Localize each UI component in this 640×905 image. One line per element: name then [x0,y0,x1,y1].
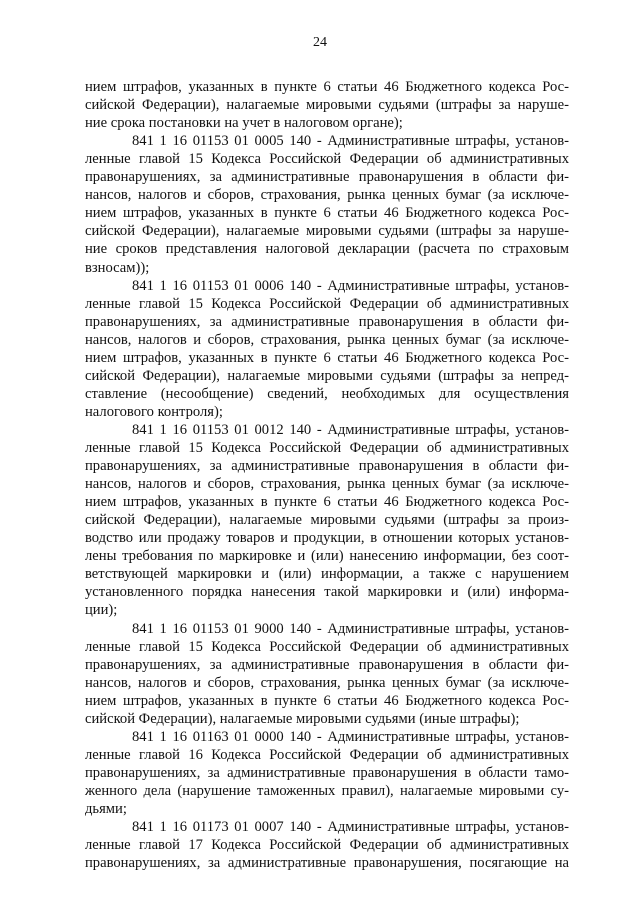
text-line: нансов, налогов и сборов, страхования, рынка ценных бумаг (за исключе- [85,187,569,204]
text-line: правонарушениях, за административные правонарушения в области фи- [85,313,569,330]
text-line: ние сроков представления налоговой декларации (расчета по страховым [85,241,569,258]
text-line: взносам)); [85,259,150,276]
text-line: сийской Федерации), налагаемые мировыми судьями (штрафы за непред- [85,367,569,384]
text-line: установленного порядка нанесения такой маркировки и (или) информа- [85,584,569,601]
text-line: сийской Федерации), налагаемые мировыми судьями (штрафы за наруше- [85,97,569,114]
text-line: водство или продажу товаров и продукции, в отношении которых установ- [85,530,569,547]
text-line: сийской Федерации), налагаемые мировыми судьями (иные штрафы); [85,710,520,727]
text-line: налогового контроля); [85,403,223,420]
text-line: дьями; [85,801,127,817]
text-line: сийской Федерации), налагаемые мировыми судьями (штрафы за наруше- [85,223,569,240]
text-line: ние срока постановки на учет в налоговом органе); [85,115,403,132]
text-line: ленные главой 15 Кодекса Российской Федерации об административных [85,638,569,655]
page-number: 24 [313,35,327,50]
text-line: нансов, налогов и сборов, страхования, рынка ценных бумаг (за исключе- [85,674,569,691]
text-line: правонарушениях, за административные правонарушения в области фи- [85,656,569,673]
text-line: нансов, налогов и сборов, страхования, рынка ценных бумаг (за исключе- [85,476,569,493]
text-line: правонарушениях, за административные правонарушения в области тамо- [85,764,569,781]
text-line: ции); [85,602,118,619]
text-line: женного дела (нарушение таможенных правил), налагаемые мировыми су- [85,782,569,799]
text-line: ленные главой 15 Кодекса Российской Федерации об административных [85,295,569,312]
text-line: сийской Федерации), налагаемые мировыми судьями (штрафы за произ- [85,512,569,529]
text-line: 841 1 16 01163 01 0000 140 - Административные штрафы, установ- [132,728,569,745]
text-line: нием штрафов, указанных в пункте 6 статьи 46 Бюджетного кодекса Рос- [85,692,569,709]
text-line: 841 1 16 01153 01 0005 140 - Административные штрафы, установ- [132,133,569,150]
text-line: ленные главой 15 Кодекса Российской Федерации об административных [85,440,569,456]
text-line: ленные главой 15 Кодекса Российской Федерации об административных [85,151,569,168]
text-line: ленные главой 17 Кодекса Российской Федерации об административных [85,837,569,854]
text-line: 841 1 16 01153 01 0006 140 - Административные штрафы, установ- [132,277,569,294]
text-line: нием штрафов, указанных в пункте 6 статьи 46 Бюджетного кодекса Рос- [85,79,569,95]
text-line: правонарушениях, за административные правонарушения в области фи- [85,458,569,475]
text-line: нием штрафов, указанных в пункте 6 статьи 46 Бюджетного кодекса Рос- [85,205,569,222]
text-line: лены требования по маркировке и (или) нанесению информации, без соот- [85,548,569,565]
text-line: нансов, налогов и сборов, страхования, рынка ценных бумаг (за исключе- [85,331,569,348]
text-line: 841 1 16 01153 01 0012 140 - Административные штрафы, установ- [132,421,569,438]
text-line: ленные главой 16 Кодекса Российской Федерации об административных [85,746,569,763]
text-line: правонарушениях, за административные правонарушения, посягающие на [85,855,569,872]
text-line: ветствующей маркировки и (или) информации, а также с нарушением [85,566,569,583]
text-line: нием штрафов, указанных в пункте 6 статьи 46 Бюджетного кодекса Рос- [85,349,569,366]
text-line: ставление (несообщение) сведений, необходимых для осуществления [85,385,569,402]
text-line: 841 1 16 01153 01 9000 140 - Административные штрафы, установ- [132,620,569,637]
text-line: 841 1 16 01173 01 0007 140 - Административные штрафы, установ- [132,819,569,836]
text-line: правонарушениях, за административные правонарушения в области фи- [85,169,569,186]
text-line: нием штрафов, указанных в пункте 6 статьи 46 Бюджетного кодекса Рос- [85,494,569,511]
